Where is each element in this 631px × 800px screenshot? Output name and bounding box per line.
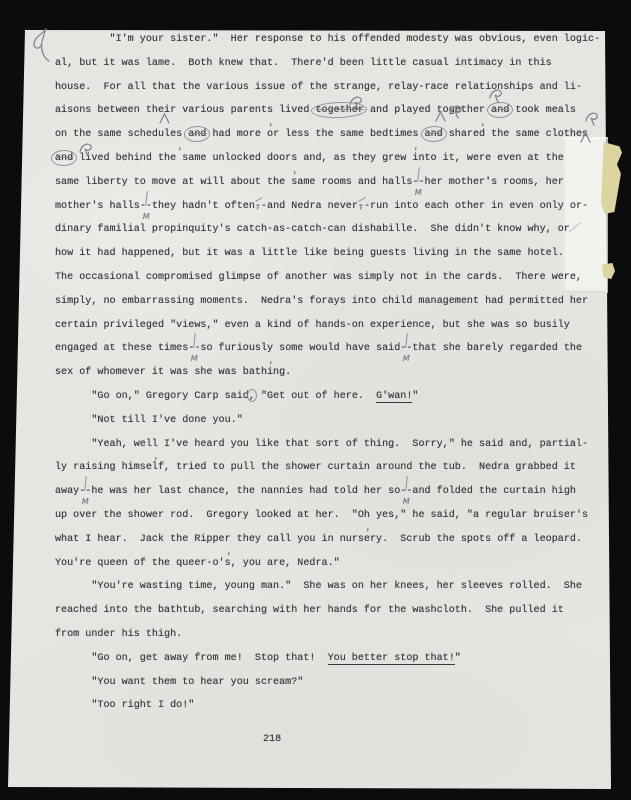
em-dash-mark: -- M bbox=[412, 171, 424, 195]
typescript-line: "Too right I do!" bbox=[55, 700, 195, 712]
em-dash-mark: -- M bbox=[188, 337, 200, 361]
typescript-line: al, but it was lame. Both knew that. There'd been little casual intimacy in this bbox=[55, 57, 552, 69]
typescript-line: "I'm your sister." Her response to his offended modesty was obvious, even logic- bbox=[55, 34, 601, 45]
typescript-line: on the same schedules and had more or less the same bedtimes and shared the same clothes bbox=[55, 129, 589, 141]
typescript-line: from under his thigh. bbox=[55, 628, 183, 640]
em-dash-mark: -- M bbox=[400, 480, 412, 504]
typescript-line: "Go on, get away from me! Stop that! You better stop that!" bbox=[55, 652, 461, 664]
typescript-line: and lived behind the same unlocked doors and, as they grew into it, were even at the bbox=[55, 152, 564, 164]
typescript-line: "Yeah, well I've heard you like that sort of thing. Sorry," he said and, partial- bbox=[55, 438, 589, 450]
em-dash-mark: -- M bbox=[140, 195, 152, 219]
typescript-line: up over the shower rod. Gregory looked at her. "Oh yes," he said, "a regular bruiser's bbox=[55, 509, 589, 521]
typescript-line: simply, no embarrassing moments. Nedra's forays into child management had permitted her bbox=[55, 295, 589, 307]
typescript-line: "You want them to hear you scream?" bbox=[55, 676, 304, 688]
typescript-line: "Go on," Gregory Carp said, "Get out of here. G'wan!" bbox=[55, 390, 419, 402]
deletion-circle-mark: together bbox=[315, 105, 364, 117]
typescript-line: dinary familial propinquity's catch-as-catch-can dishabille. She didn't know why, or bbox=[55, 224, 570, 236]
typescript-line: engaged at these times-- Mso furiously some would have said-- Mthat she barely regarded the bbox=[55, 337, 615, 361]
typescript-text bbox=[55, 28, 615, 718]
dash-to-comma-mark: -- ‚ bbox=[358, 195, 370, 219]
deletion-circle-mark: and bbox=[188, 129, 207, 141]
typescript-line: reached into the bathtub, searching with her hands for the washcloth. She pulled it bbox=[55, 605, 564, 617]
deletion-circle-mark: and bbox=[424, 129, 443, 141]
typescript-line: how it had happened, but it was a little like being guests living in the same hotel. bbox=[55, 248, 564, 260]
typescript-line: house. For all that the various issue of the strange, relay-race relationships and li- bbox=[55, 81, 582, 93]
dash-to-comma-mark: -- ‚ bbox=[255, 195, 267, 219]
typescript-line: certain privileged "views," even a kind of hands-on experience, but she was so busily bbox=[55, 319, 570, 331]
typescript-line: away-- Mhe was her last chance, the nannies had told her so-- Mand folded the curtain high bbox=[55, 480, 615, 504]
deletion-circle-mark: and bbox=[55, 152, 74, 164]
typescript-line: mother's halls-- Mthey hadn't often-- ‚and Nedra never-- ‚run into each other in even only or- bbox=[55, 195, 615, 219]
typescript-line: sex of whomever it was she was bathing. bbox=[55, 367, 292, 379]
em-dash-mark: -- M bbox=[79, 480, 91, 504]
typescript-line: "You're wasting time, young man." She was on her knees, her sleeves rolled. She bbox=[55, 581, 582, 593]
typed-underline: G'wan! bbox=[376, 390, 413, 402]
circled-comma-mark: , bbox=[248, 390, 255, 402]
deletion-circle-mark: and bbox=[491, 105, 510, 117]
page-number: 218 bbox=[263, 734, 282, 745]
typescript-line: same liberty to move at will about the same rooms and halls-- Mher mother's rooms, her bbox=[55, 171, 615, 195]
typed-underline: You better stop that! bbox=[327, 652, 455, 664]
em-dash-mark: -- M bbox=[400, 337, 412, 361]
typescript-line: "Not till I've done you." bbox=[55, 414, 243, 426]
typescript-line: aisons between their various parents lived together and played together and took meals bbox=[55, 105, 576, 117]
typescript-line: You're queen of the queer-o's, you are, Nedra." bbox=[55, 557, 340, 569]
typescript-line: what I hear. Jack the Ripper they call you in nursery. Scrub the spots off a leopard. bbox=[55, 533, 582, 545]
typescript-line: ly raising himself, tried to pull the shower curtain around the tub. Nedra grabbed it bbox=[55, 462, 576, 474]
typescript-line: The occasional compromised glimpse of another was simply not in the cards. There were, bbox=[55, 271, 582, 283]
